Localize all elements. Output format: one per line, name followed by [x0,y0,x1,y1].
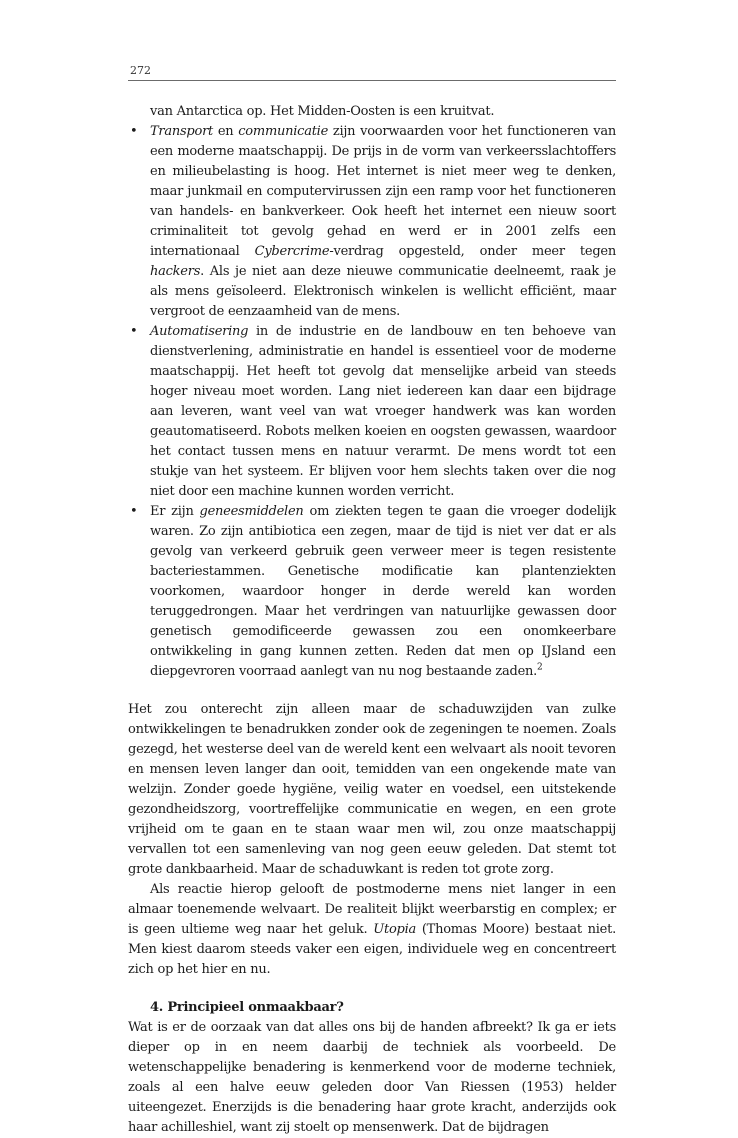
section-heading: 4. Principieel onmaakbaar? [150,1000,344,1015]
bullet-icon: • [130,324,138,339]
paragraph-postmodern: Als reactie hierop gelooft de postmoderne mens niet langer in een almaar toenemende welvaart. De realiteit blijkt weerbarstig en complex; er is geen ultieme weg naar het geluk. Utopia (Thomas Moore) bestaat niet. Men kiest daarom steeds vaker een eigen, individuele weg en concentreert zich op het hier en nu. [128,882,616,977]
term-cybercrime: Cybercrime [254,244,330,259]
bullet-list [128,122,616,682]
bullet-geneesmiddelen: • Er zijn geneesmiddelen om ziekten tegen te gaan die vroeger dodelijk waren. Zo zijn antibiotica een zegen, maar de tijd is niet ver dat er als gevolg van verkeerd gebruik geen verweer meer is tegen resistente bacteriestammen. Genetische modificatie kan plantenziekten voorkomen, waardoor honger in derde wereld kan worden teruggedrongen. Maar het verdringen van natuurlijke gewassen door genetisch gemodificeerde gewassen zou een onomkeerbare ontwikkeling in gang kunnen zetten. Reden dat men op IJsland een diepgevroren voorraad aanlegt van nu nog bestaande zaden.$^2$ [130,504,616,679]
bullet-icon: • [130,124,138,139]
term-geneesmiddelen: geneesmiddelen [199,504,304,519]
bullet-automatisering: • Automatisering in de industrie en de landbouw en ten behoeve van dienstverlening, administratie en handel is essentieel voor de moderne maatschappij. Het heeft tot gevolg dat menselijke arbeid van steeds hoger niveau moet worden. Lang niet iedereen kan daar een bijdrage aan leveren, want veel van wat vroeger handwerk was kan worden geautomatiseerd. Robots melken koeien en oogsten gewassen, waardoor het contact tussen mens en natuur verarmt. De mens wordt tot een stukje van het systeem. Er blijven voor hem slechts taken over die nog niet door een machine kunnen worden verricht. [130,324,616,499]
term-automatisering: Automatisering [150,324,249,339]
page-body [128,102,616,1138]
term-communicatie: communicatie [238,124,329,139]
header-rule [128,80,616,81]
footnote-marker: 2 [537,662,543,673]
term-utopia: Utopia [373,922,417,937]
section-paragraph: Wat is er de oorzaak van dat alles ons bij de handen afbreekt? Ik ga er iets dieper op in en neem daarbij de techniek als voorbeeld. De wetenschappelijke benadering is kenmerkend voor de moderne techniek, zoals al een halve eeuw geleden door Van Riessen (1953) helder uiteengezet. Enerzijds is die benadering haar grote kracht, anderzijds ook haar achilleshiel, want zij stoelt op mensenwerk. Dat de bijdragen [128,1020,616,1135]
term-transport: Transport [150,124,214,139]
bullet-icon: • [130,504,138,519]
bullet-transport: • Transport en communicatie zijn voorwaarden voor het functioneren van een moderne maatschappij. De prijs in de vorm van verkeersslachtoffers en milieubelasting is hoog. Het internet is niet meer weg te denken, maar junkmail en computervirussen zijn een ramp voor het functioneren van handels- en bankverkeer. Ook heeft het internet een nieuw soort criminaliteit tot gevolg gehad en werd er in 2001 zelfs een internationaal Cybercrime-verdrag opgesteld, onder meer tegen hackers. Als je niet aan deze nieuwe communicatie deelneemt, raak je als mens geïsoleerd. Elektronisch winkelen is wellicht efficiënt, maar vergroot de eenzaamheid van de mens. [130,124,616,319]
page-number: 272 [130,64,151,77]
term-hackers: hackers [150,264,201,279]
continued-bullet-line: van Antarctica op. Het Midden-Oosten is een kruitvat. [150,104,495,119]
paragraph-zegeningen: Het zou onterecht zijn alleen maar de schaduwzijden van zulke ontwikkelingen te benadrukken zonder ook de zegeningen te noemen. Zoals gezegd, het westerse deel van de wereld kent een welvaart als nooit tevoren en mensen leven langer dan ooit, temidden van een ongekende mate van welzijn. Zonder goede hygiëne, veilig water en voedsel, een uitstekende gezondheidszorg, voortreffelijke communicatie en wegen, en een grote vrijheid om te gaan en te staan waar men wil, zou onze maatschappij vervallen tot een samenleving van nog geen eeuw geleden. Dat stemt tot grote dankbaarheid. Maar de schaduwkant is reden tot grote zorg. [128,702,616,877]
